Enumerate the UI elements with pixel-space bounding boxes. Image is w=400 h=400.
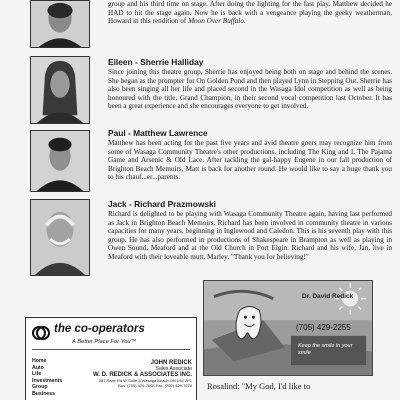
bio-richard	[108, 199, 392, 262]
co-operators-ad	[25, 317, 197, 400]
product-item: Home	[32, 358, 47, 364]
agent-info	[86, 360, 192, 388]
bio-heading: Jack - Richard Prazmowski	[108, 199, 216, 209]
product-item: Investments	[32, 377, 63, 384]
dentist-phone: (705) 429-2255	[296, 323, 351, 332]
product-item: Business	[32, 390, 56, 397]
divider	[32, 349, 190, 350]
bio-matthew-lawrence	[108, 128, 392, 182]
cast-photo-richard	[30, 199, 90, 276]
bio-text: Matthew has been acting for the past five years and avid theatre goers may recognize him from some of Wasaga Community Theatre's other productions, including The King and I, The Pajama Game and Arsenic & Old Lace. After tackling the gal-happy Eugene in our fall production of Brighton Beach Memoirs, Matt is back for another round. He would like to say a huge thank you to his chauf...er...parents.	[108, 139, 392, 182]
agent-title: Sales Associate	[155, 366, 192, 372]
bio-heading: Eileen - Sherrie Halliday	[108, 57, 204, 67]
play-quote: Rosalind: "My God, I'd like to	[207, 381, 311, 391]
product-item: Life	[32, 371, 42, 378]
product-item: Auto	[32, 364, 44, 371]
bio-text: Richard is delighted to be playing with Wasaga Community Theatre again, having last performed as Jack in Brighton Beach Memoirs. Richard has been involved in community theatre in various capacities for many years, beginning in Inglewood and Caledon. This is his seventh play with this group. He has also performed in productions of Shakespeare in Brampton as well as playing in Owen Sound, Meaford and at the Old Church in Port Elgin. Richard and his wife, Jan, live in Meaford with their loveable mutt, Marley. "Thank you for believing!"	[108, 210, 392, 261]
co-operators-logo-icon	[32, 324, 50, 342]
bio-sherrie	[108, 57, 392, 111]
bio-heading: Paul - Matthew Lawrence	[108, 128, 208, 138]
bio-matthew-cont: group and his third time on stage. After doing the lighting for the fast play, Matthew decided he HAD to hit the stage again. Now he is back with a vengeance playing the geeky weatherman, Howard in this rendition of Moon Over Buffalo.	[108, 0, 392, 26]
dentist-ad	[203, 280, 373, 376]
agent-name: JOHN REDICK	[150, 360, 192, 366]
cast-photo-matthew	[30, 0, 90, 48]
dentist-slogan: Keep the smile in your smile	[298, 343, 353, 356]
brand-tagline: A Better Place For You™	[72, 339, 137, 345]
product-item: Group	[32, 384, 48, 391]
cast-photo-matthew-lawrence	[30, 130, 90, 192]
product-list	[32, 358, 62, 398]
cast-photo-sherrie	[30, 56, 90, 124]
dentist-name: Dr. David Redick	[302, 293, 354, 300]
bio-text: Since joining this theatre group, Sherrie has enjoyed being both on stage and behind the scenes. She began as the prompter for On Golden Pond and then played Lynn in Stepping Out. Sherrie has also been singing all her life and placed second in the Wasaga Idol competition as well as being honoured with the title, Grand Champion, in their second vocal competition last October. It has been a great experience and she encourages everyone to get involved.	[108, 68, 392, 111]
agency-contact: Bus: (705) 429-7668 Fax: (705) 429-7670	[118, 383, 192, 388]
agency-address: 387 River Rd W Suite 5 Wasaga Beach ON L9Z 2P1	[98, 378, 192, 383]
agency-name: W. D. REDICK & ASSOCIATES INC.	[92, 372, 192, 378]
brand-name: the co-operators	[54, 323, 145, 335]
